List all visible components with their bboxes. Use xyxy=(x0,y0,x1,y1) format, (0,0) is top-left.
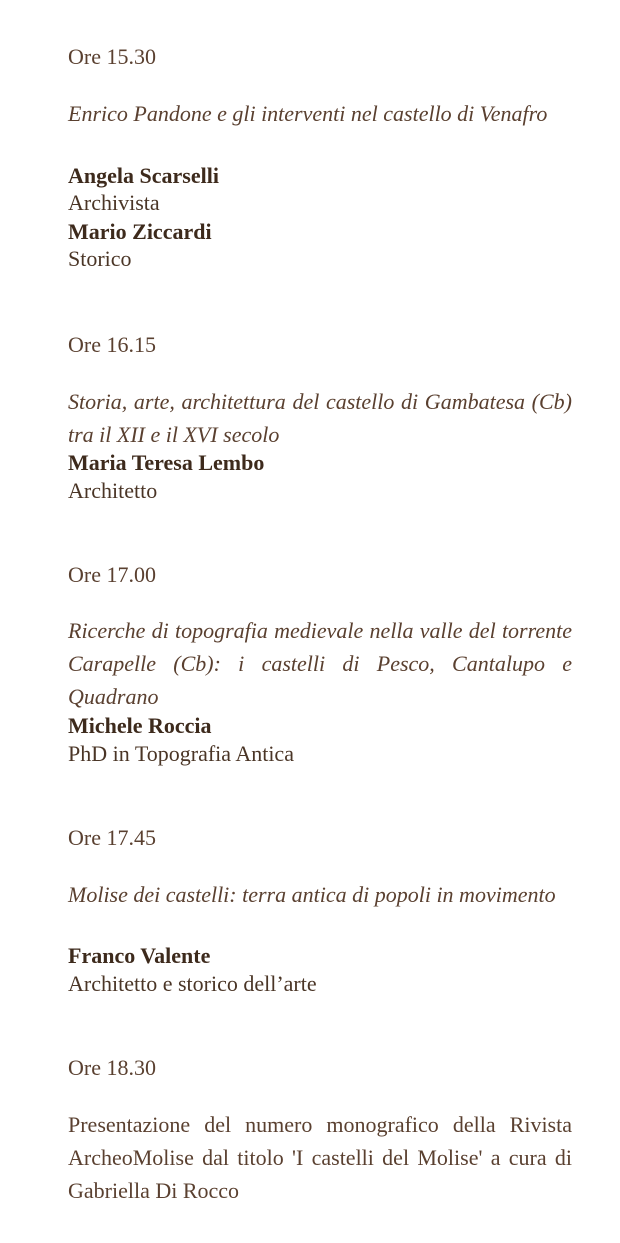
session-time: Ore 18.30 xyxy=(68,1055,156,1080)
speaker-name: Franco Valente xyxy=(68,943,211,968)
session-time: Ore 17.00 xyxy=(68,562,156,587)
speaker-name: Michele Roccia xyxy=(68,713,212,738)
speaker-role: Architetto e storico dell’arte xyxy=(68,971,317,996)
session-description: Presentazione del numero monografico della Rivista ArcheoMolise dal titolo 'I castelli del Molise' a cura di Gabriella Di Rocco xyxy=(68,1112,572,1203)
session-time: Ore 17.45 xyxy=(68,825,156,850)
speaker-role: Storico xyxy=(68,246,132,271)
session-title: Molise dei castelli: terra antica di popoli in movimento xyxy=(68,882,556,907)
speaker-role: Architetto xyxy=(68,478,158,503)
session-title: Enrico Pandone e gli interventi nel castello di Venafro xyxy=(68,101,548,126)
speaker-name: Mario Ziccardi xyxy=(68,219,212,244)
session-time: Ore 15.30 xyxy=(68,44,156,69)
speaker-role: PhD in Topografia Antica xyxy=(68,741,294,766)
speaker-name: Maria Teresa Lembo xyxy=(68,450,265,475)
session-time: Ore 16.15 xyxy=(68,332,156,357)
speaker-role: Archivista xyxy=(68,190,160,215)
speaker-name: Angela Scarselli xyxy=(68,163,219,188)
session-title: Ricerche di topografia medievale nella valle del torrente Carapelle (Cb): i castelli di Pesco, Cantalupo e Quadrano xyxy=(68,618,572,709)
session-title: Storia, arte, architettura del castello di Gambatesa (Cb) tra il XII e il XVI secolo xyxy=(68,389,572,447)
